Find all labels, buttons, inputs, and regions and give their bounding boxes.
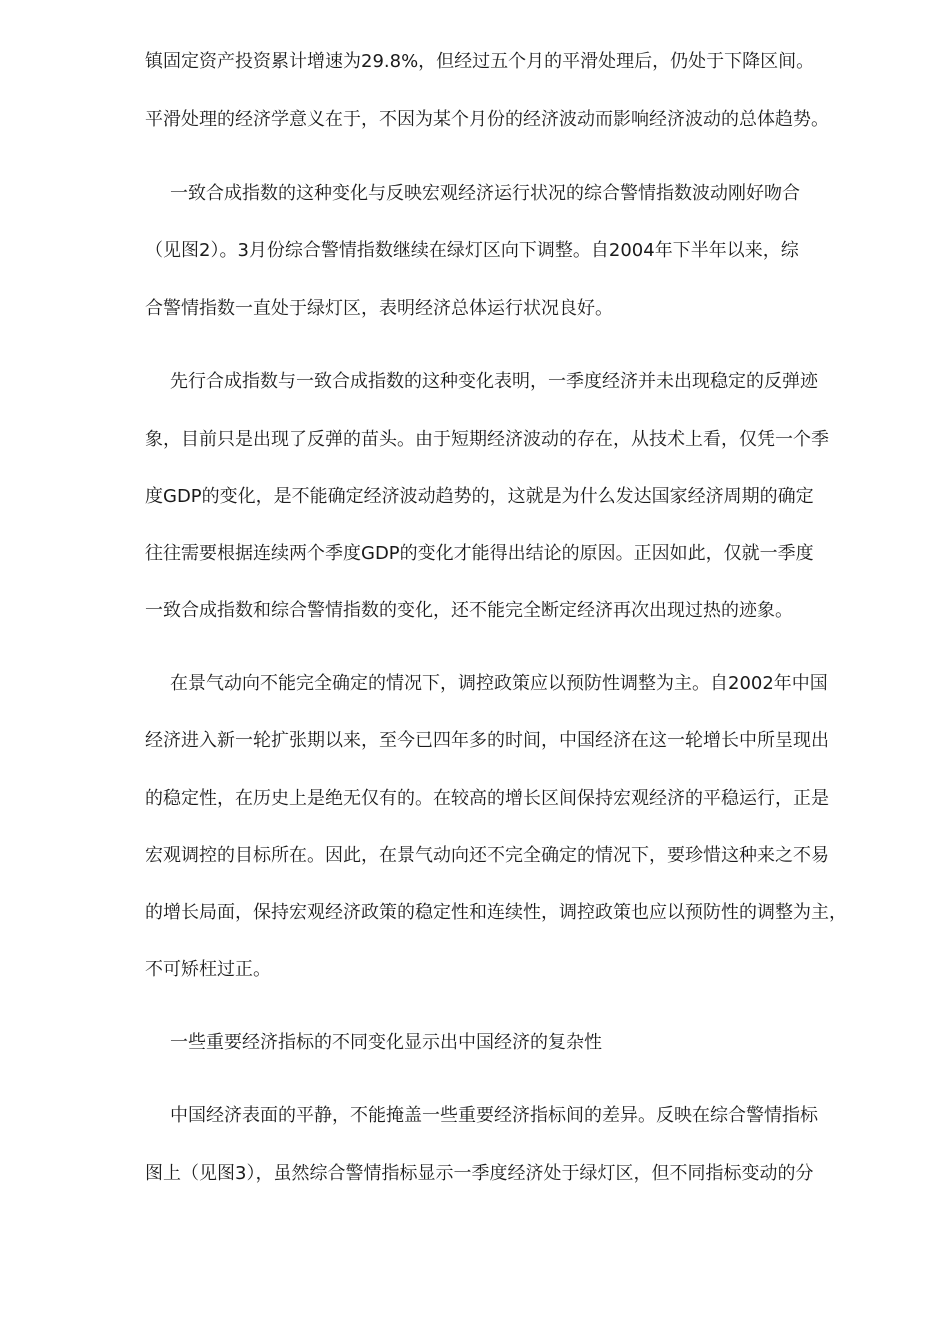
paragraph-line: （见图2）。3月份综合警情指数继续在绿灯区向下调整。自2004年下半年以来，综	[145, 240, 799, 261]
section-heading: 一些重要经济指标的不同变化显示出中国经济的复杂性	[170, 1032, 602, 1053]
paragraph-line: 不可矫枉过正。	[145, 959, 271, 980]
paragraph-line: 宏观调控的目标所在。因此，在景气动向还不完全确定的情况下，要珍惜这种来之不易	[145, 845, 829, 866]
paragraph-line: 合警情指数一直处于绿灯区，表明经济总体运行状况良好。	[145, 298, 613, 319]
paragraph-line: 度GDP的变化，是不能确定经济波动趋势的，这就是为什么发达国家经济周期的确定	[145, 486, 814, 507]
paragraph-line: 先行合成指数与一致合成指数的这种变化表明，一季度经济并未出现稳定的反弹迹	[170, 371, 818, 392]
paragraph-line: 一致合成指数和综合警情指数的变化，还不能完全断定经济再次出现过热的迹象。	[145, 600, 793, 621]
paragraph-line: 的增长局面，保持宏观经济政策的稳定性和连续性，调控政策也应以预防性的调整为主，	[145, 902, 847, 923]
paragraph-line: 往往需要根据连续两个季度GDP的变化才能得出结论的原因。正因如此，仅就一季度	[145, 543, 814, 564]
paragraph-line: 中国经济表面的平静，不能掩盖一些重要经济指标间的差异。反映在综合警情指标	[170, 1105, 818, 1126]
paragraph-line: 经济进入新一轮扩张期以来，至今已四年多的时间，中国经济在这一轮增长中所呈现出	[145, 730, 829, 751]
paragraph-line: 在景气动向不能完全确定的情况下，调控政策应以预防性调整为主。自2002年中国	[170, 673, 828, 694]
paragraph-line: 一致合成指数的这种变化与反映宏观经济运行状况的综合警情指数波动刚好吻合	[170, 183, 800, 204]
paragraph-line: 象，目前只是出现了反弹的苗头。由于短期经济波动的存在，从技术上看，仅凭一个季	[145, 429, 829, 450]
paragraph-line: 的稳定性，在历史上是绝无仅有的。在较高的增长区间保持宏观经济的平稳运行，正是	[145, 788, 829, 809]
paragraph-line: 镇固定资产投资累计增速为29.8%，但经过五个月的平滑处理后，仍处于下降区间。	[145, 51, 815, 72]
paragraph-line: 图上（见图3），虽然综合警情指标显示一季度经济处于绿灯区，但不同指标变动的分	[145, 1163, 814, 1184]
paragraph-line: 平滑处理的经济学意义在于，不因为某个月份的经济波动而影响经济波动的总体趋势。	[145, 109, 829, 130]
